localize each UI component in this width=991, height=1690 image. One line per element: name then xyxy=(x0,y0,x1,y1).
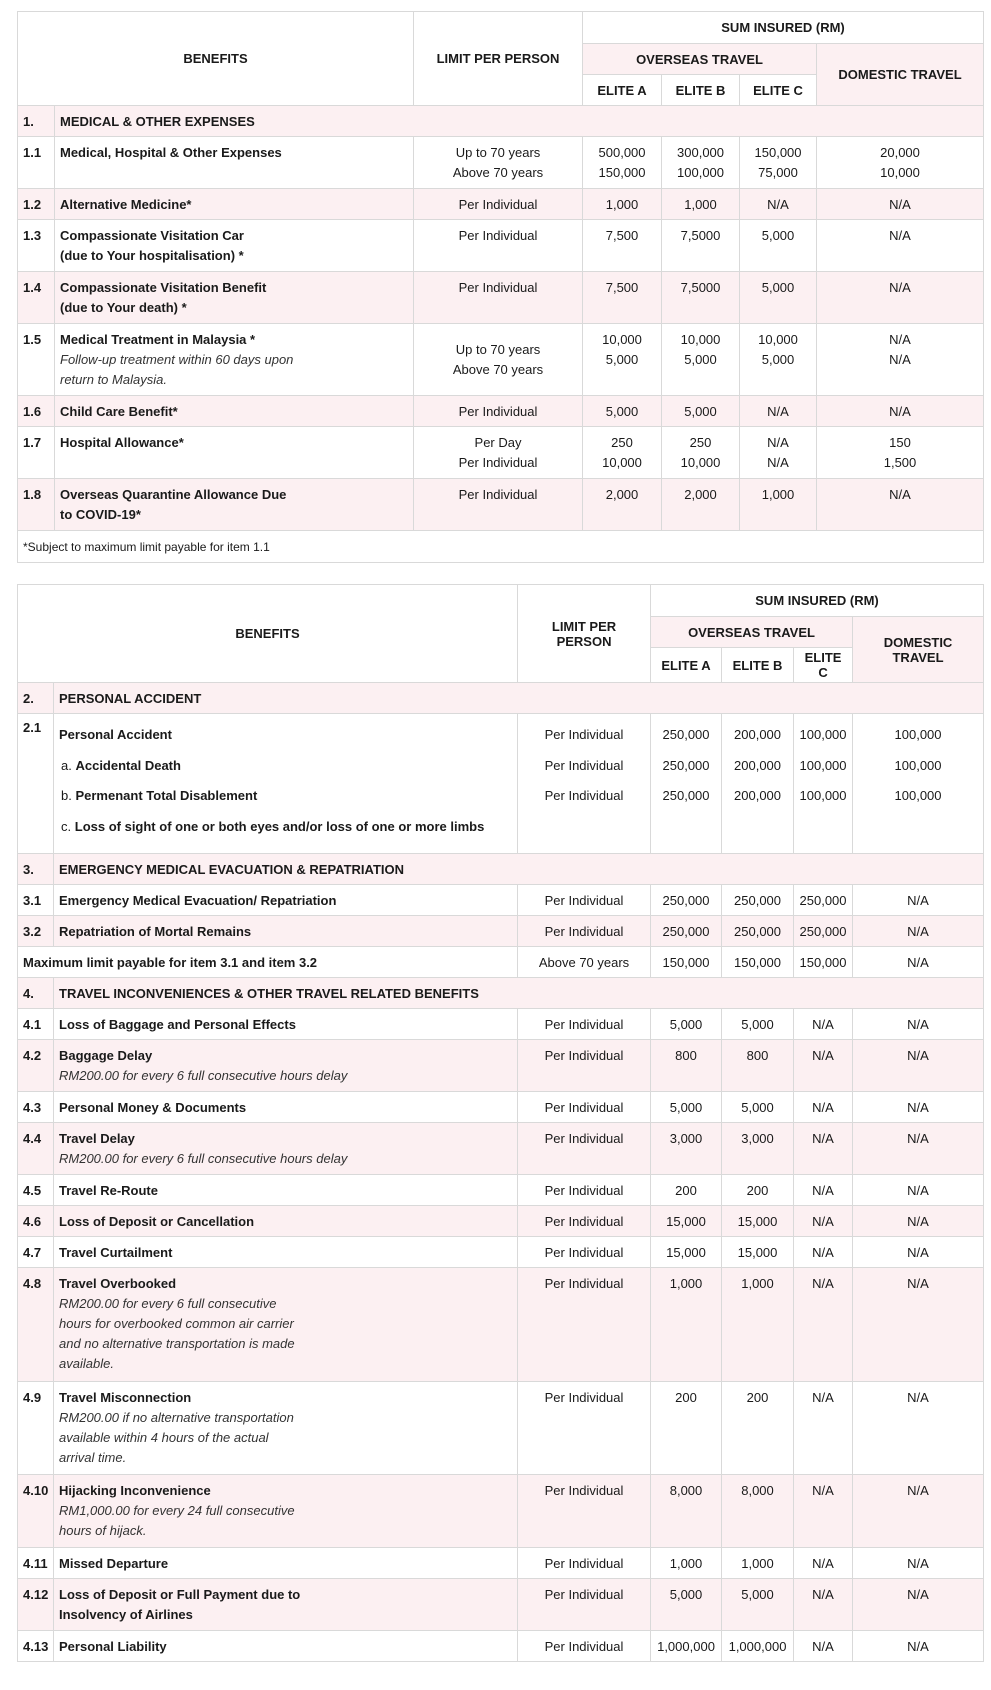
domestic-value: N/A xyxy=(817,220,984,272)
elite-a-value: 5,000 xyxy=(605,352,639,367)
limit-value: Per Day xyxy=(474,434,522,450)
elite-a-value: 15,000 xyxy=(651,1237,722,1268)
section-number: 4. xyxy=(18,978,54,1009)
domestic-value: N/A xyxy=(817,396,984,427)
table-row xyxy=(18,885,984,916)
benefit-note: available within 4 hours of the actual xyxy=(59,1430,269,1445)
domestic-value: N/A xyxy=(853,1123,984,1175)
limit-value: Per Individual xyxy=(518,1009,651,1040)
benefit-name: Insolvency of Airlines xyxy=(59,1607,193,1622)
elite-c-value: 150,000 xyxy=(794,947,853,978)
benefit-note: available. xyxy=(59,1356,114,1371)
elite-a-value: 3,000 xyxy=(651,1123,722,1175)
elite-c-value: N/A xyxy=(740,396,817,427)
benefit-name: Loss of Deposit or Cancellation xyxy=(54,1206,518,1237)
benefit-note: Follow-up treatment within 60 days upon xyxy=(60,352,294,367)
elite-c-value: N/A xyxy=(794,1040,853,1092)
elite-a-value: 2,000 xyxy=(583,479,662,531)
elite-a-value: 200 xyxy=(651,1382,722,1475)
elite-c-value: N/A xyxy=(740,189,817,220)
benefit-name: Compassionate Visitation Car xyxy=(60,228,244,243)
section-title: PERSONAL ACCIDENT xyxy=(54,683,984,714)
elite-a-value: 800 xyxy=(651,1040,722,1092)
elite-c-value: 250,000 xyxy=(794,885,853,916)
section-title: MEDICAL & OTHER EXPENSES xyxy=(55,106,984,137)
elite-c-value: N/A xyxy=(794,1237,853,1268)
table-row xyxy=(18,1009,984,1040)
item-number: 4.6 xyxy=(18,1206,54,1237)
limit-value: Per Individual xyxy=(518,1579,651,1631)
elite-b-value: 200,000 xyxy=(734,727,782,742)
elite-b-value: 5,000 xyxy=(722,1092,794,1123)
elite-c-value: 100,000 xyxy=(799,757,847,773)
item-number: 4.3 xyxy=(18,1092,54,1123)
benefit-name: Compassionate Visitation Benefit xyxy=(60,280,267,295)
elite-c-value: 5,000 xyxy=(740,272,817,324)
benefits-table-2 xyxy=(17,584,984,1662)
limit-value: Per Individual xyxy=(518,916,651,947)
benefit-name: Alternative Medicine* xyxy=(55,189,414,220)
benefit-name: Overseas Quarantine Allowance Due xyxy=(60,487,287,502)
domestic-value: 1,500 xyxy=(883,454,917,470)
table-row xyxy=(18,427,984,479)
item-number: 4.11 xyxy=(18,1548,54,1579)
limit-value: Above 70 years xyxy=(518,947,651,978)
domestic-value: N/A xyxy=(889,332,911,347)
elite-a-value: 1,000 xyxy=(651,1268,722,1382)
item-number: 1.8 xyxy=(18,479,55,531)
limit-value: Per Individual xyxy=(518,1237,651,1268)
item-number: 4.1 xyxy=(18,1009,54,1040)
elite-b-value: 15,000 xyxy=(722,1206,794,1237)
limit-value: Per Individual xyxy=(518,885,651,916)
item-number: 3.1 xyxy=(18,885,54,916)
domestic-value: 20,000 xyxy=(880,144,920,160)
benefit-name: Child Care Benefit* xyxy=(55,396,414,427)
domestic-value: N/A xyxy=(853,1475,984,1548)
limit-value: Above 70 years xyxy=(452,361,544,377)
table-row xyxy=(18,1268,984,1382)
elite-c-value: 100,000 xyxy=(799,788,847,803)
benefit-name: Hospital Allowance* xyxy=(55,427,414,479)
elite-c-value: N/A xyxy=(794,1475,853,1548)
table-row xyxy=(18,189,984,220)
elite-a-value: 250 xyxy=(611,434,633,450)
domestic-value: N/A xyxy=(817,479,984,531)
elite-b-value: 1,000 xyxy=(722,1548,794,1579)
elite-b-value: 300,000 xyxy=(677,144,725,160)
elite-c-value: N/A xyxy=(794,1123,853,1175)
limit-value: Per Individual xyxy=(518,1268,651,1382)
table-row xyxy=(18,324,984,396)
table-row xyxy=(18,714,984,854)
domestic-value: 100,000 xyxy=(894,727,942,742)
domestic-value: N/A xyxy=(853,947,984,978)
elite-c-value: 5,000 xyxy=(761,352,795,367)
section-number: 2. xyxy=(18,683,54,714)
table-row xyxy=(18,947,984,978)
domestic-value: N/A xyxy=(853,1175,984,1206)
benefit-note: arrival time. xyxy=(59,1450,127,1465)
benefit-name: (due to Your death) * xyxy=(60,300,187,315)
domestic-value: N/A xyxy=(853,1040,984,1092)
overseas-header: OVERSEAS TRAVEL xyxy=(583,44,817,75)
benefit-note: RM200.00 for every 6 full consecutive hours delay xyxy=(59,1068,348,1083)
table-row xyxy=(18,916,984,947)
limit-value: Per Individual xyxy=(518,1092,651,1123)
benefit-note: hours for overbooked common air carrier xyxy=(59,1316,294,1331)
limit-value: Per Individual xyxy=(414,220,583,272)
domestic-value: N/A xyxy=(853,885,984,916)
limit-value: Per Individual xyxy=(544,727,624,742)
domestic-value: N/A xyxy=(853,1092,984,1123)
domestic-value: N/A xyxy=(853,1268,984,1382)
item-number: 4.10 xyxy=(18,1475,54,1548)
benefit-name: Baggage Delay xyxy=(59,1048,153,1063)
benefit-name: Travel Re-Route xyxy=(54,1175,518,1206)
benefit-note: RM200.00 if no alternative transportation xyxy=(59,1410,294,1425)
elite-a-header: ELITE A xyxy=(651,648,722,683)
item-number: 1.6 xyxy=(18,396,55,427)
domestic-value: N/A xyxy=(853,916,984,947)
benefit-name: Maximum limit payable for item 3.1 and item 3.2 xyxy=(18,947,518,978)
item-number: 3.2 xyxy=(18,916,54,947)
elite-c-value: N/A xyxy=(794,1175,853,1206)
limit-value: Per Individual xyxy=(414,272,583,324)
elite-c-value: N/A xyxy=(794,1548,853,1579)
benefit-note: RM200.00 for every 6 full consecutive hours delay xyxy=(59,1151,348,1166)
elite-c-value: 100,000 xyxy=(799,727,847,742)
sub-item-label: Permenant Total Disablement xyxy=(75,788,258,803)
elite-b-value: 15,000 xyxy=(722,1237,794,1268)
item-number: 1.5 xyxy=(18,324,55,396)
item-number: 1.3 xyxy=(18,220,55,272)
domestic-header: DOMESTIC TRAVEL xyxy=(853,617,984,683)
benefit-name: Travel Overbooked xyxy=(59,1276,177,1291)
elite-c-value: 5,000 xyxy=(740,220,817,272)
elite-a-value: 8,000 xyxy=(651,1475,722,1548)
elite-a-value: 5,000 xyxy=(651,1092,722,1123)
item-number: 4.5 xyxy=(18,1175,54,1206)
benefit-name: Hijacking Inconvenience xyxy=(59,1483,211,1498)
elite-b-value: 2,000 xyxy=(662,479,740,531)
overseas-header: OVERSEAS TRAVEL xyxy=(651,617,853,648)
sub-item-label: Accidental Death xyxy=(75,757,181,773)
elite-b-header: ELITE B xyxy=(722,648,794,683)
limit-value: Per Individual xyxy=(518,1631,651,1662)
elite-c-value: 250,000 xyxy=(794,916,853,947)
table-row xyxy=(18,396,984,427)
domestic-value: N/A xyxy=(853,1548,984,1579)
elite-a-value: 1,000 xyxy=(651,1548,722,1579)
limit-header: LIMIT PER PERSON xyxy=(414,12,583,106)
benefit-note: hours of hijack. xyxy=(59,1523,147,1538)
elite-b-value: 3,000 xyxy=(722,1123,794,1175)
domestic-value: N/A xyxy=(817,272,984,324)
limit-value: Per Individual xyxy=(414,189,583,220)
elite-a-value: 10,000 xyxy=(602,454,642,470)
elite-c-header: ELITE C xyxy=(794,648,853,683)
elite-a-value: 500,000 xyxy=(598,144,646,160)
section-number: 1. xyxy=(18,106,55,137)
limit-value: Up to 70 years xyxy=(455,341,541,357)
elite-c-value: 150,000 xyxy=(754,144,802,160)
elite-c-value: N/A xyxy=(794,1579,853,1631)
elite-b-value: 200,000 xyxy=(734,757,782,773)
sum-insured-header: SUM INSURED (RM) xyxy=(583,12,984,44)
elite-c-value: 10,000 xyxy=(758,332,798,347)
elite-a-value: 250,000 xyxy=(651,916,722,947)
elite-b-value: 100,000 xyxy=(677,164,725,180)
section-row xyxy=(18,683,984,714)
section-title: EMERGENCY MEDICAL EVACUATION & REPATRIATION xyxy=(54,854,984,885)
benefits-header: BENEFITS xyxy=(18,585,518,683)
elite-a-value: 5,000 xyxy=(651,1009,722,1040)
elite-a-value: 250,000 xyxy=(662,757,710,773)
domestic-value: N/A xyxy=(853,1382,984,1475)
elite-b-value: 1,000 xyxy=(662,189,740,220)
item-number: 1.7 xyxy=(18,427,55,479)
sum-insured-header: SUM INSURED (RM) xyxy=(651,585,984,617)
benefit-name: Personal Liability xyxy=(54,1631,518,1662)
benefit-name: Medical, Hospital & Other Expenses xyxy=(55,137,414,189)
elite-a-value: 250,000 xyxy=(662,788,710,803)
domestic-value: N/A xyxy=(853,1009,984,1040)
table-row xyxy=(18,1475,984,1548)
benefit-note: RM1,000.00 for every 24 full consecutive xyxy=(59,1503,295,1518)
elite-a-value: 15,000 xyxy=(651,1206,722,1237)
elite-b-value: 7,5000 xyxy=(662,272,740,324)
elite-b-value: 7,5000 xyxy=(662,220,740,272)
benefit-name: Repatriation of Mortal Remains xyxy=(54,916,518,947)
limit-value: Up to 70 years xyxy=(455,144,541,160)
limit-value: Per Individual xyxy=(414,396,583,427)
domestic-value: 100,000 xyxy=(894,757,942,773)
footnote-row xyxy=(18,531,984,563)
elite-a-value: 7,500 xyxy=(583,272,662,324)
elite-a-value: 7,500 xyxy=(583,220,662,272)
table-row xyxy=(18,1579,984,1631)
benefits-header: BENEFITS xyxy=(18,12,414,106)
item-number: 1.4 xyxy=(18,272,55,324)
elite-b-value: 5,000 xyxy=(684,352,717,367)
elite-c-value: N/A xyxy=(794,1382,853,1475)
elite-a-value: 1,000,000 xyxy=(651,1631,722,1662)
domestic-value: 100,000 xyxy=(894,788,942,803)
domestic-value: N/A xyxy=(889,352,911,367)
table-row xyxy=(18,1175,984,1206)
elite-a-value: 5,000 xyxy=(651,1579,722,1631)
section-row xyxy=(18,106,984,137)
limit-value: Per Individual xyxy=(518,1548,651,1579)
limit-value: Per Individual xyxy=(518,1206,651,1237)
elite-b-value: 1,000,000 xyxy=(722,1631,794,1662)
table-row xyxy=(18,1631,984,1662)
elite-c-value: N/A xyxy=(794,1009,853,1040)
sub-item-prefix: b. xyxy=(61,788,72,803)
item-number: 4.7 xyxy=(18,1237,54,1268)
elite-b-value: 5,000 xyxy=(662,396,740,427)
domestic-value: N/A xyxy=(853,1631,984,1662)
limit-value: Per Individual xyxy=(518,1175,651,1206)
item-number: 4.12 xyxy=(18,1579,54,1631)
benefit-name: Loss of Baggage and Personal Effects xyxy=(54,1009,518,1040)
item-number: 4.9 xyxy=(18,1382,54,1475)
elite-a-header: ELITE A xyxy=(583,75,662,106)
table-row xyxy=(18,479,984,531)
elite-b-header: ELITE B xyxy=(662,75,740,106)
domestic-value: N/A xyxy=(853,1206,984,1237)
limit-value: Above 70 years xyxy=(452,164,544,180)
benefit-name: Emergency Medical Evacuation/ Repatriation xyxy=(54,885,518,916)
table-row xyxy=(18,1040,984,1092)
limit-value: Per Individual xyxy=(414,479,583,531)
elite-c-value: 1,000 xyxy=(740,479,817,531)
item-number: 1.2 xyxy=(18,189,55,220)
limit-value: Per Individual xyxy=(518,1040,651,1092)
elite-c-value: N/A xyxy=(794,1631,853,1662)
benefit-name: Travel Misconnection xyxy=(59,1390,192,1405)
benefit-name: (due to Your hospitalisation) * xyxy=(60,248,244,263)
section-row xyxy=(18,978,984,1009)
elite-c-value: N/A xyxy=(767,454,789,470)
elite-b-value: 800 xyxy=(722,1040,794,1092)
table-row xyxy=(18,137,984,189)
elite-b-value: 150,000 xyxy=(722,947,794,978)
elite-a-value: 5,000 xyxy=(583,396,662,427)
benefit-name: Travel Delay xyxy=(59,1131,135,1146)
elite-b-value: 8,000 xyxy=(722,1475,794,1548)
domestic-value: N/A xyxy=(853,1579,984,1631)
benefit-name: Travel Curtailment xyxy=(54,1237,518,1268)
table-row xyxy=(18,272,984,324)
elite-b-value: 5,000 xyxy=(722,1579,794,1631)
sub-item-label: Loss of sight of one or both eyes and/or loss of one or more limbs xyxy=(74,818,485,834)
elite-c-value: 75,000 xyxy=(758,164,798,180)
elite-a-value: 150,000 xyxy=(651,947,722,978)
elite-b-value: 250,000 xyxy=(722,885,794,916)
section-number: 3. xyxy=(18,854,54,885)
table-row xyxy=(18,1123,984,1175)
benefit-note: return to Malaysia. xyxy=(60,372,167,387)
benefit-name: Personal Money & Documents xyxy=(54,1092,518,1123)
footnote: *Subject to maximum limit payable for item 1.1 xyxy=(18,531,984,563)
benefit-name: Loss of Deposit or Full Payment due to xyxy=(59,1587,301,1602)
elite-b-value: 200,000 xyxy=(734,788,782,803)
benefit-name: Medical Treatment in Malaysia * xyxy=(60,332,256,347)
domestic-header: DOMESTIC TRAVEL xyxy=(817,44,984,106)
item-number: 4.4 xyxy=(18,1123,54,1175)
benefit-note: RM200.00 for every 6 full consecutive xyxy=(59,1296,277,1311)
elite-b-value: 250 xyxy=(689,434,712,450)
table-row xyxy=(18,1092,984,1123)
domestic-value: N/A xyxy=(817,189,984,220)
limit-value: Per Individual xyxy=(518,1475,651,1548)
limit-value: Per Individual xyxy=(544,757,624,773)
table-row xyxy=(18,220,984,272)
elite-b-value: 200 xyxy=(722,1175,794,1206)
item-number: 2.1 xyxy=(18,714,54,854)
elite-b-value: 200 xyxy=(722,1382,794,1475)
sub-item-prefix: a. xyxy=(61,757,72,773)
elite-b-value: 1,000 xyxy=(722,1268,794,1382)
elite-b-value: 10,000 xyxy=(680,454,721,470)
benefit-name: Missed Departure xyxy=(54,1548,518,1579)
benefit-name: Personal Accident xyxy=(59,727,172,742)
benefits-table-1 xyxy=(17,11,984,563)
benefit-name: to COVID-19* xyxy=(60,507,141,522)
elite-a-value: 250,000 xyxy=(662,727,710,742)
elite-c-value: N/A xyxy=(767,434,789,450)
limit-value: Per Individual xyxy=(518,1382,651,1475)
item-number: 4.8 xyxy=(18,1268,54,1382)
elite-c-value: N/A xyxy=(794,1092,853,1123)
elite-b-value: 250,000 xyxy=(722,916,794,947)
elite-b-value: 10,000 xyxy=(680,332,721,347)
elite-a-value: 200 xyxy=(651,1175,722,1206)
limit-header: LIMIT PER PERSON xyxy=(518,585,651,683)
elite-c-value: N/A xyxy=(794,1268,853,1382)
elite-b-value: 5,000 xyxy=(722,1009,794,1040)
table-row xyxy=(18,1206,984,1237)
item-number: 4.13 xyxy=(18,1631,54,1662)
limit-value: Per Individual xyxy=(518,1123,651,1175)
domestic-value: 10,000 xyxy=(880,164,920,180)
limit-value: Per Individual xyxy=(544,788,624,803)
elite-c-value: N/A xyxy=(794,1206,853,1237)
section-title: TRAVEL INCONVENIENCES & OTHER TRAVEL RELATED BENEFITS xyxy=(54,978,984,1009)
item-number: 1.1 xyxy=(18,137,55,189)
sub-item-prefix: c. xyxy=(61,818,72,834)
item-number: 4.2 xyxy=(18,1040,54,1092)
table-row xyxy=(18,1237,984,1268)
domestic-value: 150 xyxy=(889,434,911,450)
elite-a-value: 10,000 xyxy=(602,332,642,347)
table-row xyxy=(18,1382,984,1475)
section-row xyxy=(18,854,984,885)
domestic-value: N/A xyxy=(853,1237,984,1268)
elite-c-header: ELITE C xyxy=(740,75,817,106)
limit-value: Per Individual xyxy=(458,454,538,470)
elite-a-value: 1,000 xyxy=(583,189,662,220)
elite-a-value: 250,000 xyxy=(651,885,722,916)
table-row xyxy=(18,1548,984,1579)
benefit-note: and no alternative transportation is made xyxy=(59,1336,295,1351)
elite-a-value: 150,000 xyxy=(598,164,646,180)
